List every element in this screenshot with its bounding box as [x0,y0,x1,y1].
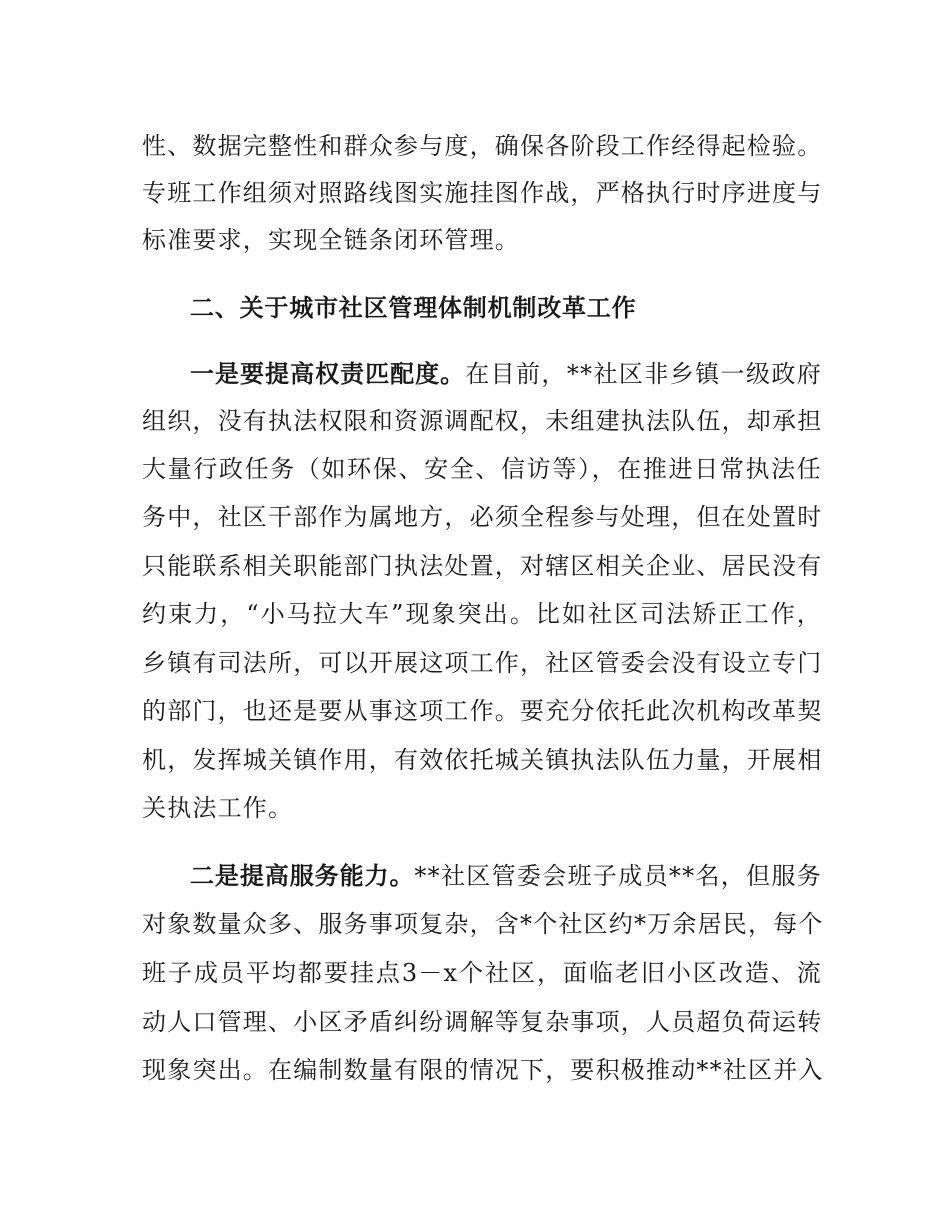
paragraph-line: 乡镇有司法所，可以开展这项工作，社区管委会没有设立专门 [142,649,823,677]
paragraph-line: 的部门，也还是要从事这项工作。要充分依托此次机构改革契 [142,697,823,725]
paragraph-line: 只能联系相关职能部门执法处置，对辖区相关企业、居民没有 [142,552,823,580]
paragraph-line: 现象突出。在编制数量有限的情况下，要积极推动**社区并入 [142,1056,824,1084]
paragraph-line: 专班工作组须对照路线图实施挂图作战，严格执行时序进度与 [142,179,823,207]
paragraph-line: 组织，没有执法权限和资源调配权，未组建执法队伍，却承担 [142,407,823,435]
paragraph-line: 标准要求，实现全链条闭环管理。 [142,226,520,254]
paragraph-line: 务中，社区干部作为属地方，必须全程参与处理，但在处置时 [142,503,823,531]
paragraph-line: 大量行政任务（如环保、安全、信访等），在推进日常执法任 [142,455,822,483]
paragraph-line: 约束力，“小马拉大车”现象突出。比如社区司法矫正工作， [142,600,822,628]
section-heading: 二、关于城市社区管理体制机制改革工作 [190,294,637,322]
paragraph-line: 动人口管理、小区矛盾纠纷调解等复杂事项，人员超负荷运转 [142,1008,823,1036]
paragraph-line: 性、数据完整性和群众参与度，确保各阶段工作经得起检验。 [142,132,823,160]
paragraph-first-line [190,354,822,394]
paragraph-line: 关执法工作。 [142,794,294,822]
paragraph-line: 对象数量众多、服务事项复杂，含*个社区约*万余居民，每个 [142,910,824,938]
paragraph-first-rest: **社区管委会班子成员**名，但服务 [414,862,822,890]
paragraph-line: 班子成员平均都要挂点3－x个社区，面临老旧小区改造、流 [142,959,822,987]
paragraph-first-rest: 在目前，**社区非乡镇一级政府 [465,360,822,388]
paragraph-first-line [190,856,822,896]
paragraph-lead: 一是要提高权责匹配度。 [190,360,466,388]
paragraph-lead: 二是提高服务能力。 [190,862,415,890]
paragraph-line: 机，发挥城关镇作用，有效依托城关镇执法队伍力量，开展相 [142,746,823,774]
